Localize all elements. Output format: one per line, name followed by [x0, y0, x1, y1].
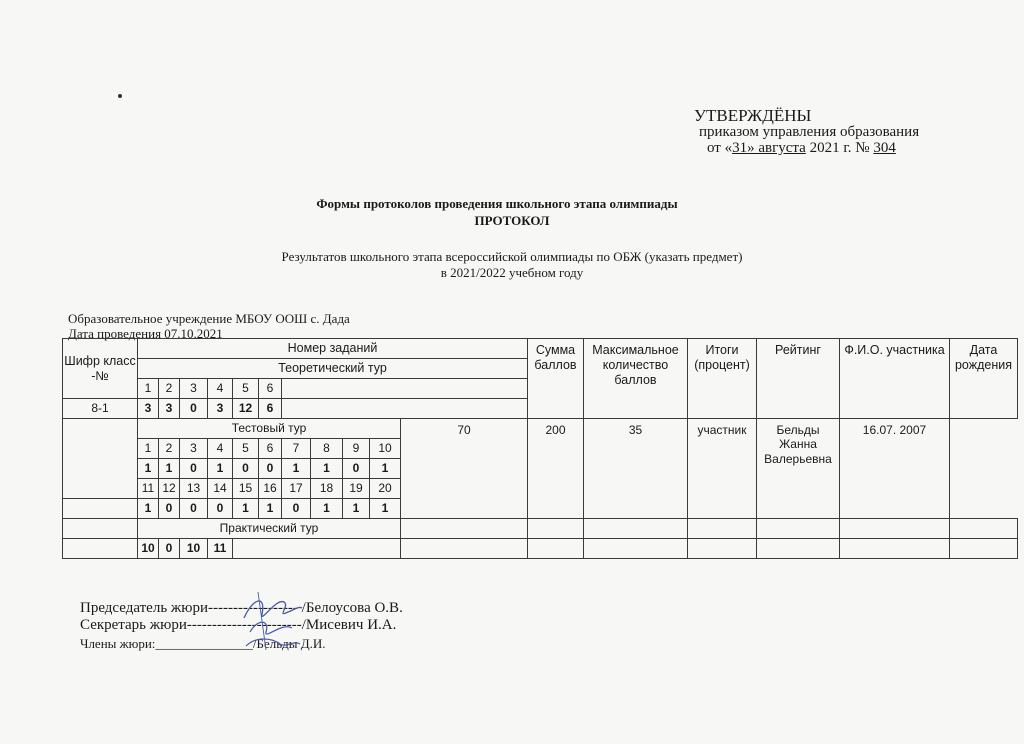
test-task-number: 3: [180, 439, 208, 459]
protocol-title: ПРОТОКОЛ: [474, 213, 550, 228]
test-score: 1: [159, 459, 180, 479]
test-score: 1: [370, 499, 401, 519]
theory-task-number: 6: [259, 379, 282, 399]
empty-cell: [63, 539, 138, 559]
empty-cell: [950, 539, 1018, 559]
practical-score: 11: [208, 539, 233, 559]
test-score: 0: [259, 459, 282, 479]
test-task-number: 9: [343, 439, 370, 459]
empty-cell: [688, 539, 757, 559]
approval-month: » августа: [747, 140, 806, 156]
jury-secretary-line: Секретарь жюри-----------------------/Мисевич И.А.: [80, 617, 397, 633]
empty-cell: [584, 539, 688, 559]
test-task-number: 6: [259, 439, 282, 459]
header-total-percent: Итоги (процент): [688, 339, 757, 419]
test-score: 0: [159, 499, 180, 519]
practical-score: 0: [159, 539, 180, 559]
theory-task-number: 5: [233, 379, 259, 399]
empty-cell: [401, 539, 528, 559]
test-task-number: 5: [233, 439, 259, 459]
empty-cell: [401, 519, 528, 539]
test-task-number: 16: [259, 479, 282, 499]
empty-cell: [233, 539, 401, 559]
date-held-line: Дата проведения 07.10.2021: [68, 326, 223, 341]
participant-sum: 70: [401, 419, 528, 519]
empty-cell: [282, 379, 528, 399]
theory-score: 6: [259, 399, 282, 419]
theory-score: 3: [138, 399, 159, 419]
test-task-number: 17: [282, 479, 311, 499]
theory-task-number: 3: [180, 379, 208, 399]
approval-date-line: от «31» августа 2021 г. № 304: [707, 140, 896, 156]
empty-cell: [757, 519, 840, 539]
test-score: 1: [311, 499, 343, 519]
handwritten-signature-image: [236, 588, 306, 658]
test-score: 1: [370, 459, 401, 479]
test-score: 1: [343, 499, 370, 519]
empty-cell: [688, 519, 757, 539]
test-score: 0: [343, 459, 370, 479]
jury-members-line: Члены жюри:_______________/Бельды Д.И.: [80, 636, 326, 651]
test-task-number: 10: [370, 439, 401, 459]
theory-score: 0: [180, 399, 208, 419]
theory-task-number: 4: [208, 379, 233, 399]
participant-rating: участник: [688, 419, 757, 519]
test-score: 1: [259, 499, 282, 519]
empty-cell: [950, 519, 1018, 539]
test-task-number: 18: [311, 479, 343, 499]
header-birth-date: Дата рождения: [950, 339, 1018, 419]
test-score: 1: [138, 459, 159, 479]
test-score: 0: [282, 499, 311, 519]
approval-number: 304: [873, 140, 896, 156]
test-task-number: 4: [208, 439, 233, 459]
scan-dot: [118, 94, 122, 98]
empty-cell: [282, 399, 528, 419]
header-fio: Ф.И.О. участника: [840, 339, 950, 419]
test-task-number: 12: [159, 479, 180, 499]
institution-line: Образовательное учреждение МБОУ ООШ с. Дада: [68, 311, 350, 326]
test-task-number: 2: [159, 439, 180, 459]
header-sum: Сумма баллов: [528, 339, 584, 419]
approval-order-line: приказом управления образования: [699, 124, 920, 140]
test-score: 1: [208, 459, 233, 479]
header-code: Шифр класс -№: [63, 339, 138, 399]
test-task-number: 14: [208, 479, 233, 499]
practical-score: 10: [180, 539, 208, 559]
test-score: 0: [208, 499, 233, 519]
participant-fio: Бельды Жанна Валерьевна: [757, 419, 840, 519]
test-task-number: 8: [311, 439, 343, 459]
practical-score: 10: [138, 539, 159, 559]
test-task-number: 13: [180, 479, 208, 499]
empty-cell: [63, 519, 138, 539]
theory-score: 3: [159, 399, 180, 419]
test-score: 1: [233, 499, 259, 519]
test-task-number: 7: [282, 439, 311, 459]
empty-cell: [63, 499, 138, 519]
theory-task-number: 2: [159, 379, 180, 399]
test-score: 1: [311, 459, 343, 479]
approval-title: УТВЕРЖДЁНЫ: [694, 106, 812, 125]
test-score: 0: [180, 499, 208, 519]
test-task-number: 15: [233, 479, 259, 499]
theory-task-number: 1: [138, 379, 159, 399]
protocol-table: [62, 338, 1018, 559]
test-task-number: 20: [370, 479, 401, 499]
header-task-numbers: Номер заданий: [138, 339, 528, 359]
participant-code: 8-1: [63, 399, 138, 419]
empty-cell: [840, 519, 950, 539]
test-score: 0: [180, 459, 208, 479]
empty-cell: [757, 539, 840, 559]
forms-title: Формы протоколов проведения школьного этапа олимпиады: [316, 196, 678, 211]
header-max-score: Максимальное количество баллов: [584, 339, 688, 419]
test-score: 0: [233, 459, 259, 479]
empty-cell: [528, 519, 584, 539]
results-line-2: в 2021/2022 учебном году: [440, 265, 584, 280]
participant-max: 200: [528, 419, 584, 519]
participant-birth-date: 16.07. 2007: [840, 419, 950, 519]
test-score: 1: [138, 499, 159, 519]
theory-score: 12: [233, 399, 259, 419]
test-round-label: Тестовый тур: [138, 419, 401, 439]
test-task-number: 1: [138, 439, 159, 459]
test-score: 1: [282, 459, 311, 479]
test-task-number: 11: [138, 479, 159, 499]
approval-day: 31: [732, 140, 748, 156]
participant-total: 35: [584, 419, 688, 519]
empty-cell: [584, 519, 688, 539]
test-task-number: 19: [343, 479, 370, 499]
jury-chair-line: Председатель жюри------------------ /Белоусова О.В.: [80, 600, 403, 616]
empty-cell: [528, 539, 584, 559]
empty-cell: [63, 419, 138, 499]
header-rating: Рейтинг: [757, 339, 840, 419]
practical-round-label: Практический тур: [138, 519, 401, 539]
empty-cell: [840, 539, 950, 559]
results-line-1: Результатов школьного этапа всероссийской олимпиады по ОБЖ (указать предмет): [281, 249, 743, 264]
theory-score: 3: [208, 399, 233, 419]
theory-round-label: Теоретический тур: [138, 359, 528, 379]
